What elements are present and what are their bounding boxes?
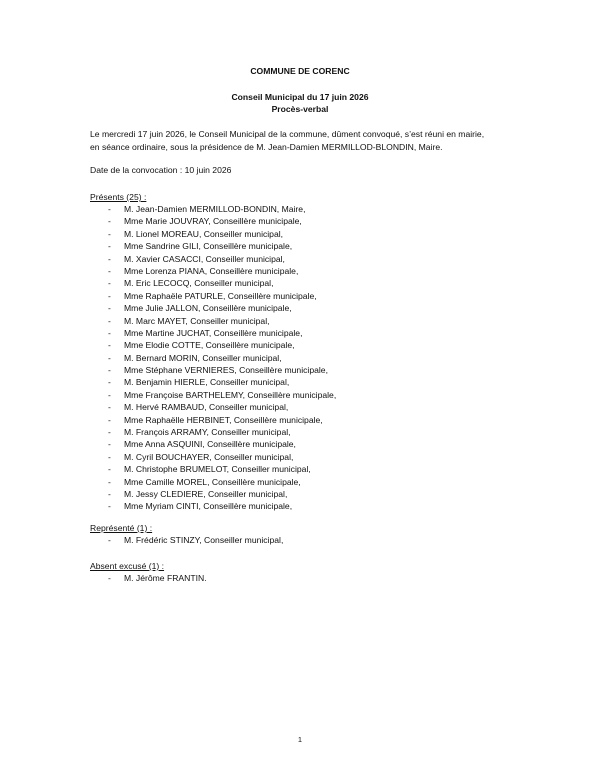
meeting-title: Conseil Municipal du 17 juin 2026 [231,92,369,102]
intro-line: en séance ordinaire, sous la présidence de M. Jean-Damien MERMILLOD-BLONDIN, Maire. [90,142,443,152]
list-bullet: - [108,501,111,512]
list-bullet: - [108,241,111,252]
list-bullet: - [108,464,111,475]
intro-paragraph [90,128,520,154]
list-item-text: Mme Stéphane VERNIERES, Conseillère municipale, [124,365,328,376]
list-item [90,572,520,584]
list-item [90,290,520,302]
list-item-text: Mme Anna ASQUINI, Conseillère municipale, [124,439,296,450]
list-item-text: Mme Camille MOREL, Conseillère municipale, [124,476,301,487]
list-bullet: - [108,315,111,326]
convocation-date: Date de la convocation : 10 juin 2026 [90,165,232,175]
list-item [90,500,520,512]
presents-section [90,191,520,513]
list-item-text: Mme Myriam CINTI, Conseillère municipale, [124,501,293,512]
list-item-text: M. Jean-Damien MERMILLOD-BONDIN, Maire, [124,204,306,214]
list-bullet: - [108,265,111,276]
list-item [90,376,520,388]
list-item [90,228,520,240]
absent-heading: Absent excusé (1) : [90,561,165,571]
list-item [90,463,520,475]
list-bullet: - [108,535,111,545]
list-item-text: M. Marc MAYET, Conseiller municipal, [124,315,270,326]
list-item-text: Mme Françoise BARTHELEMY, Conseillère municipale, [124,389,337,400]
list-item [90,277,520,289]
list-item-text: M. Xavier CASACCI, Conseiller municipal, [124,253,285,264]
list-bullet: - [108,389,111,400]
list-item-text: M. Jérôme FRANTIN. [124,573,207,583]
list-item-text: Mme Martine JUCHAT, Conseillère municipale, [124,327,303,338]
represente-heading: Représenté (1) : [90,523,153,533]
list-bullet: - [108,228,111,239]
list-bullet: - [108,377,111,388]
list-item-text: M. Bernard MORIN, Conseiller municipal, [124,352,282,363]
list-item [90,240,520,252]
presents-list [90,203,520,513]
list-item-text: M. Cyril BOUCHAYER, Conseiller municipal, [124,451,294,462]
list-item [90,476,520,488]
list-item [90,401,520,413]
list-item-text: M. Jessy CLEDIERE, Conseiller municipal, [124,488,288,499]
page-number: 1 [297,735,303,744]
list-bullet: - [108,365,111,376]
list-item-text: Mme Sandrine GILI, Conseillère municipale, [124,241,293,252]
presents-heading: Présents (25) : [90,192,147,202]
list-item [90,389,520,401]
list-item-text: Mme Julie JALLON, Conseillère municipale, [124,303,292,314]
represente-section [90,522,520,546]
list-item-text: M. Christophe BRUMELOT, Conseiller municipal, [124,464,311,475]
list-bullet: - [108,340,111,351]
list-bullet: - [108,278,111,289]
list-bullet: - [108,253,111,264]
list-item-text: Mme Raphaële PATURLE, Conseillère municipale, [124,290,317,301]
list-bullet: - [108,439,111,450]
list-bullet: - [108,414,111,425]
list-item [90,438,520,450]
list-bullet: - [108,476,111,487]
list-item-text: M. Hervé RAMBAUD, Conseiller municipal, [124,402,289,413]
list-item [90,302,520,314]
list-item [90,414,520,426]
list-item [90,203,520,215]
intro-line: Le mercredi 17 juin 2026, le Conseil Municipal de la commune, dûment convoqué, s’est réuni en mairie, [90,129,485,139]
list-item [90,215,520,227]
list-bullet: - [108,327,111,338]
list-item-text: Mme Raphaëlle HERBINET, Conseillère municipale, [124,414,323,425]
list-item-text: M. Eric LECOCQ, Conseiller municipal, [124,278,274,289]
list-item-text: Mme Lorenza PIANA, Conseillère municipale, [124,265,299,276]
list-item-text: M. Benjamin HIERLE, Conseiller municipal, [124,377,290,388]
list-item [90,253,520,265]
list-bullet: - [108,402,111,413]
list-item [90,534,520,546]
list-bullet: - [108,216,111,227]
list-item-text: Mme Elodie COTTE, Conseillère municipale, [124,340,295,351]
list-bullet: - [108,427,111,438]
list-item [90,488,520,500]
list-item-text: Mme Marie JOUVRAY, Conseillère municipale, [124,216,302,227]
document-type: Procès-verbal [271,104,329,114]
list-item-text: M. François ARRAMY, Conseiller municipal, [124,427,291,438]
list-item [90,339,520,351]
list-bullet: - [108,303,111,314]
commune-title: COMMUNE DE CORENC [250,66,350,76]
absent-list [90,572,520,584]
list-item [90,451,520,463]
list-item [90,426,520,438]
list-bullet: - [108,204,111,214]
list-bullet: - [108,290,111,301]
list-bullet: - [108,352,111,363]
represente-list [90,534,520,546]
list-item-text: M. Lionel MOREAU, Conseiller municipal, [124,228,284,239]
list-bullet: - [108,451,111,462]
list-bullet: - [108,488,111,499]
list-item [90,327,520,339]
list-bullet: - [108,573,111,583]
list-item [90,315,520,327]
list-item [90,352,520,364]
list-item-text: M. Frédéric STINZY, Conseiller municipal, [124,535,284,545]
list-item [90,265,520,277]
list-item [90,364,520,376]
absent-section [90,560,520,584]
